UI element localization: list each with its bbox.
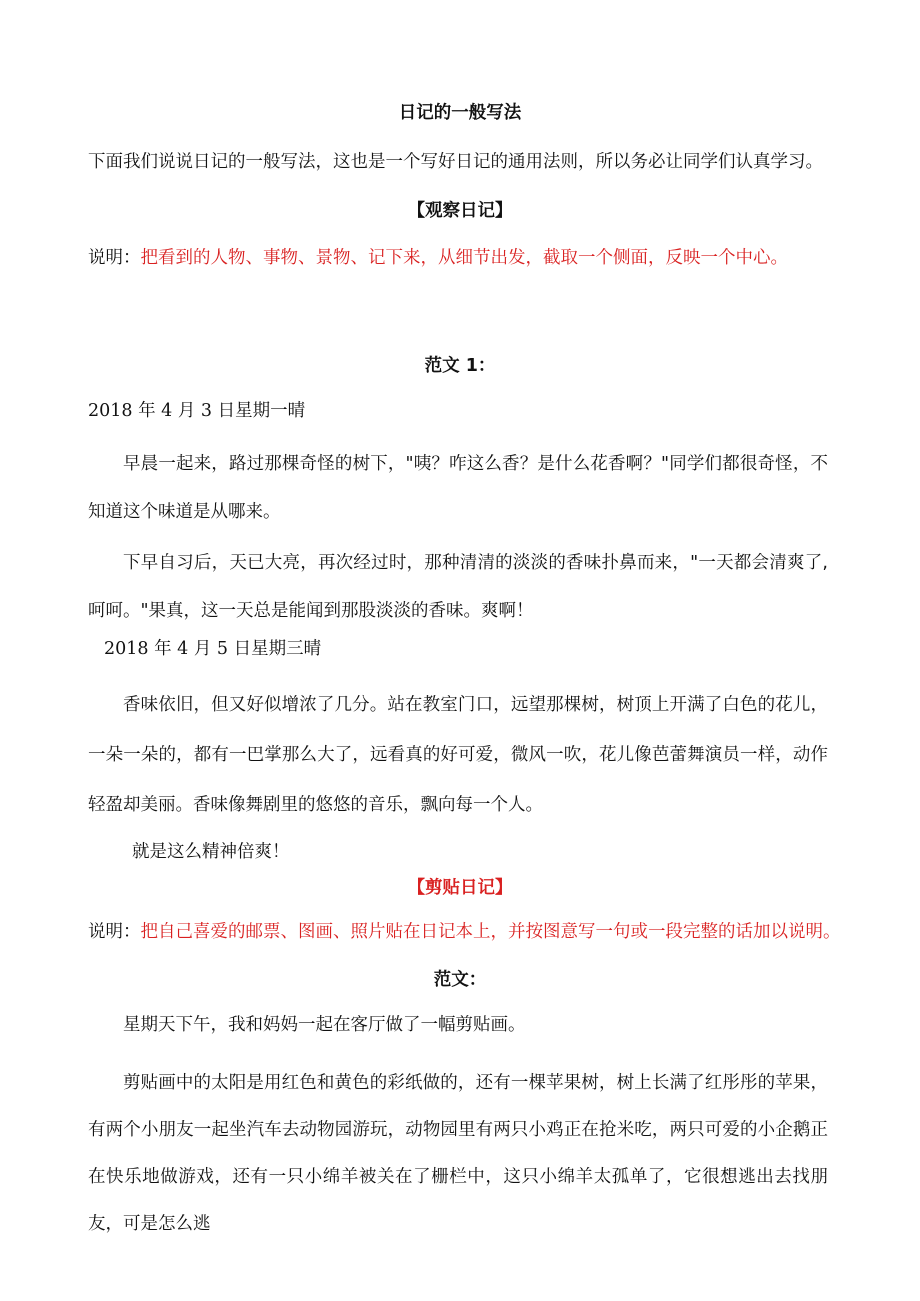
note-label: 说明： bbox=[88, 922, 141, 942]
entry-2-paragraph-1: 香味依旧，但又好似增浓了几分。站在教室门口，远望那棵树，树顶上开满了白色的花儿，一朵一朵的，都有一巴掌那么大了，远看真的好可爱，微风一吹，花儿像芭蕾舞演员一样，动作轻盈却美丽。香味像舞剧里的悠悠的音乐，飘向每一个人。 bbox=[88, 695, 828, 815]
section-heading-observation: 【观察日记】 bbox=[407, 201, 513, 221]
section-note-collage bbox=[88, 920, 841, 944]
entry-2-paragraph-2: 就是这么精神倍爽！ bbox=[132, 842, 290, 862]
intro-text: 下面我们说说日记的一般写法，这也是一个写好日记的通用法则，所以务必让同学们认真学习。 bbox=[88, 152, 823, 172]
section-note-observation bbox=[88, 246, 788, 270]
page-title: 日记的一般写法 bbox=[398, 103, 522, 123]
collage-paragraph-2: 剪贴画中的太阳是用红色和黄色的彩纸做的，还有一棵苹果树，树上长满了红彤彤的苹果，有两个小朋友一起坐汽车去动物园游玩，动物园里有两只小鸡正在抢米吃，两只可爱的小企鹅正在快乐地做游戏，还有一只小绵羊被关在了栅栏中，这只小绵羊太孤单了，它很想逃出去找朋友，可是怎么逃 bbox=[88, 1073, 828, 1234]
entry-date-2: 2018 年 4 月 5 日星期三晴 bbox=[104, 639, 322, 659]
entry-1-paragraph-2: 下早自习后，天已大亮，再次经过时，那种清清的淡淡的香味扑鼻而来，"一天都会清爽了,呵呵。"果真，这一天总是能闻到那股淡淡的香味。爽啊！ bbox=[88, 553, 828, 621]
entry-date-1: 2018 年 4 月 3 日星期一晴 bbox=[88, 401, 306, 421]
entry-1-paragraph-1: 早晨一起来，路过那棵奇怪的树下，"咦？咋这么香？是什么花香啊？"同学们都很奇怪，不知道这个味道是从哪来。 bbox=[88, 454, 828, 522]
example-heading-2: 范文： bbox=[433, 970, 487, 990]
note-text: 把自己喜爱的邮票、图画、照片贴在日记本上，并按图意写一句或一段完整的话加以说明。 bbox=[140, 922, 841, 942]
note-label: 说明： bbox=[88, 248, 141, 268]
collage-paragraph-1: 星期天下午，我和妈妈一起在客厅做了一幅剪贴画。 bbox=[123, 1015, 526, 1035]
note-text: 把看到的人物、事物、景物、记下来，从细节出发，截取一个侧面，反映一个中心。 bbox=[140, 248, 788, 268]
example-heading-1: 范文 1： bbox=[424, 356, 496, 376]
section-heading-collage: 【剪贴日记】 bbox=[407, 878, 513, 898]
